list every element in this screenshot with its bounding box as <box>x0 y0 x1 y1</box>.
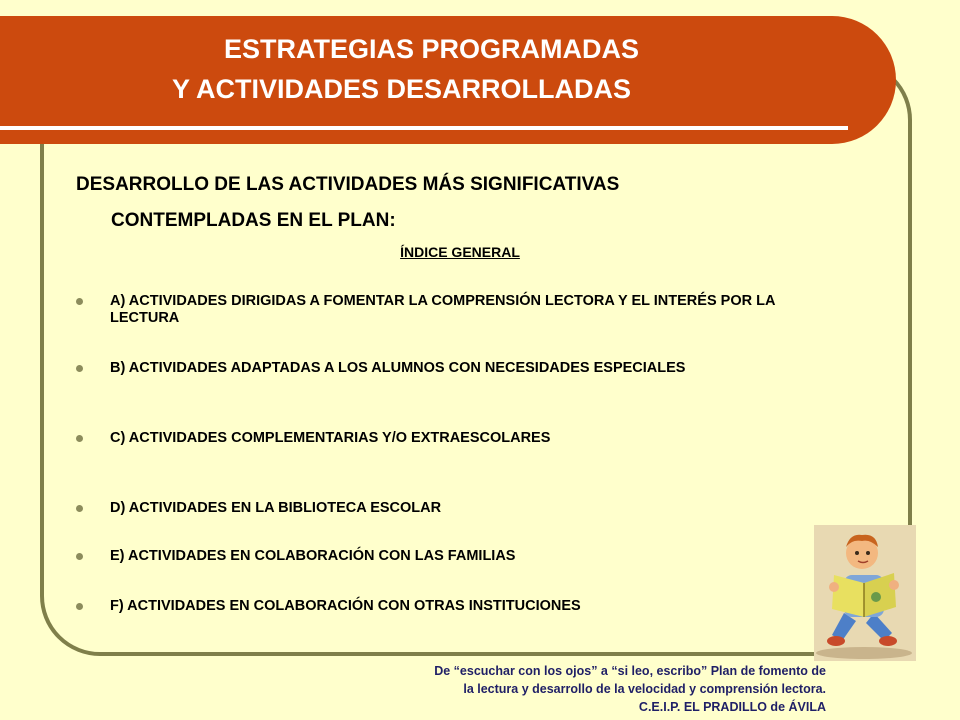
index-heading: ÍNDICE GENERAL <box>400 244 520 260</box>
round-bullet-icon <box>76 603 83 610</box>
footer-line-1: De “escuchar con los ojos” a “si leo, escribo” Plan de fomento de <box>434 664 826 678</box>
slide-title-line-1: ESTRATEGIAS PROGRAMADAS <box>224 34 640 64</box>
round-bullet-icon <box>76 505 83 512</box>
child-reading-book-illustration <box>814 525 916 661</box>
slide-frame <box>40 60 912 656</box>
slide-title-line-2: Y ACTIVIDADES DESARROLLADAS <box>172 74 632 104</box>
subheading-line-2: CONTEMPLADAS EN EL PLAN: <box>111 210 396 231</box>
footer-credit <box>434 662 826 716</box>
list-item-text: D) ACTIVIDADES EN LA BIBLIOTECA ESCOLAR <box>110 500 442 516</box>
subheading-line-1: DESARROLLO DE LAS ACTIVIDADES MÁS SIGNIFICATIVAS <box>76 174 620 195</box>
footer-line-3: C.E.I.P. EL PRADILLO de ÁVILA <box>638 700 826 714</box>
round-bullet-icon <box>76 435 83 442</box>
list-item-text: F) ACTIVIDADES EN COLABORACIÓN CON OTRAS INSTITUCIONES <box>110 598 581 614</box>
list-item-text: A) ACTIVIDADES DIRIGIDAS A FOMENTAR LA COMPRENSIÓN LECTORA Y EL INTERÉS POR LA LECTURA <box>110 293 775 326</box>
round-bullet-icon <box>76 553 83 560</box>
list-item-text: E) ACTIVIDADES EN COLABORACIÓN CON LAS FAMILIAS <box>110 548 516 564</box>
round-bullet-icon <box>76 365 83 372</box>
list-item-text: B) ACTIVIDADES ADAPTADAS A LOS ALUMNOS CON NECESIDADES ESPECIALES <box>110 360 686 376</box>
footer-line-2: la lectura y desarrollo de la velocidad y comprensión lectora. <box>463 682 826 696</box>
title-underline <box>0 126 848 130</box>
list-item-text: C) ACTIVIDADES COMPLEMENTARIAS Y/O EXTRAESCOLARES <box>110 430 551 446</box>
round-bullet-icon <box>76 298 83 305</box>
